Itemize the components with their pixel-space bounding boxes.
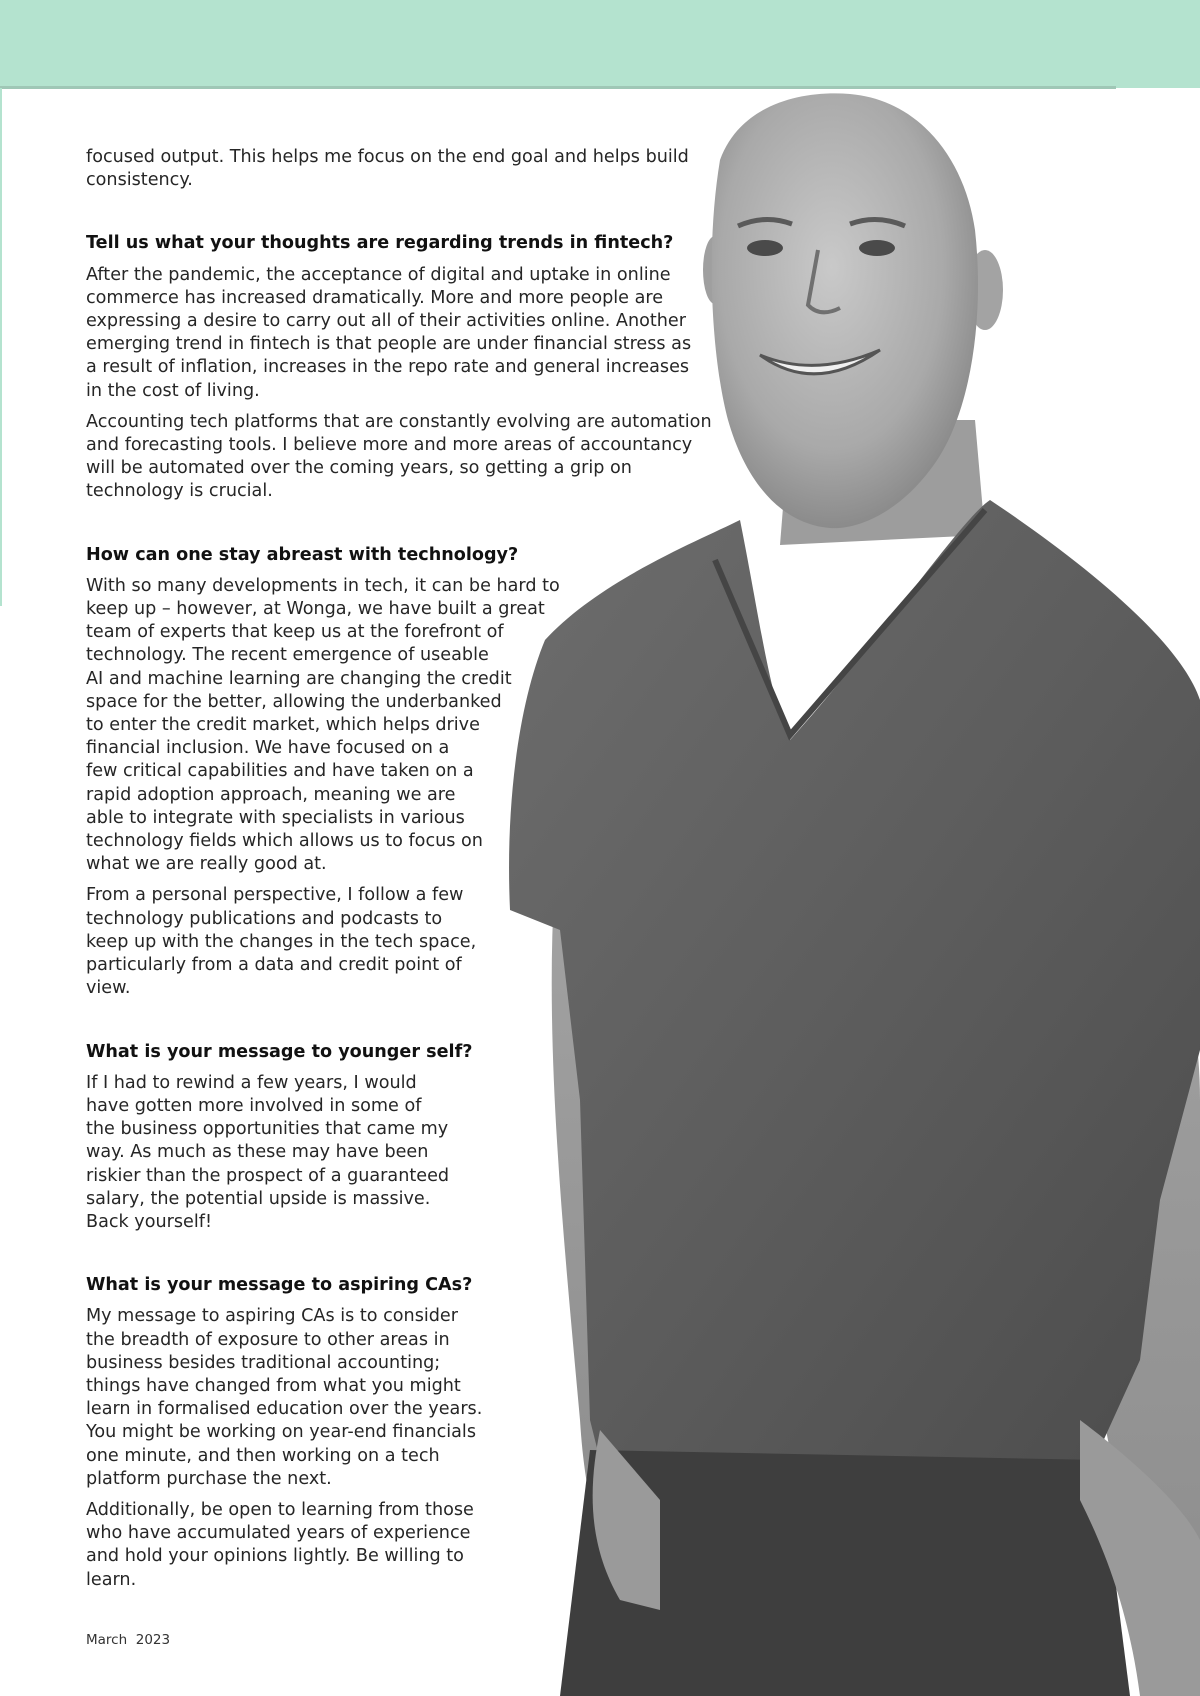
- text-line: able to integrate with specialists in various: [86, 807, 465, 828]
- text-line: focused output. This helps me focus on the end goal and helps build: [86, 147, 689, 167]
- text-line: few critical capabilities and have taken on a: [86, 761, 474, 782]
- answer-paragraph: [86, 1072, 726, 1234]
- answer-paragraph: [86, 1499, 726, 1592]
- text-line: will be automated over the coming years, so getting a grip on: [86, 458, 632, 479]
- text-line: platform purchase the next.: [86, 1468, 332, 1489]
- text-line: the business opportunities that came my: [86, 1119, 449, 1140]
- text-line: space for the better, allowing the underbanked: [86, 691, 502, 712]
- text-line: who have accumulated years of experience: [86, 1523, 471, 1544]
- text-line: keep up with the changes in the tech space,: [86, 931, 477, 952]
- text-line: view.: [86, 978, 131, 999]
- text-line: and forecasting tools. I believe more and more areas of accountancy: [86, 435, 693, 456]
- text-line: one minute, and then working on a tech: [86, 1445, 440, 1466]
- text-line: If I had to rewind a few years, I would: [86, 1072, 417, 1093]
- text-line: learn in formalised education over the years.: [86, 1399, 483, 1420]
- text-line: to enter the credit market, which helps drive: [86, 715, 480, 736]
- text-line: rapid adoption approach, meaning we are: [86, 784, 456, 805]
- text-line: With so many developments in tech, it can be hard to: [86, 575, 560, 596]
- text-line: commerce has increased dramatically. More and more people are: [86, 287, 664, 308]
- text-line: in the cost of living.: [86, 380, 260, 401]
- article-body: [86, 146, 726, 1600]
- text-line: learn.: [86, 1569, 137, 1590]
- text-line: technology publications and podcasts to: [86, 908, 443, 929]
- text-line: Accounting tech platforms that are constantly evolving are automation: [86, 411, 712, 432]
- answer-paragraph: [86, 264, 726, 403]
- text-line: particularly from a data and credit point of: [86, 955, 462, 976]
- text-line: what we are really good at.: [86, 854, 327, 875]
- text-line: Additionally, be open to learning from those: [86, 1499, 474, 1520]
- question-heading: What is your message to aspiring CAs?: [86, 1275, 473, 1296]
- text-line: expressing a desire to carry out all of their activities online. Another: [86, 311, 686, 332]
- answer-paragraph: [86, 411, 726, 504]
- text-line: the breadth of exposure to other areas in: [86, 1329, 450, 1350]
- answer-paragraph: [86, 1305, 726, 1491]
- text-line: AI and machine learning are changing the credit: [86, 668, 512, 689]
- text-line: and hold your opinions lightly. Be willing to: [86, 1546, 464, 1567]
- text-line: way. As much as these may have been: [86, 1142, 429, 1163]
- text-line: My message to aspiring CAs is to consider: [86, 1306, 458, 1327]
- footer-date: March 2023: [86, 1632, 171, 1648]
- text-line: From a personal perspective, I follow a few: [86, 885, 464, 906]
- text-line: salary, the potential upside is massive.: [86, 1188, 431, 1209]
- text-line: After the pandemic, the acceptance of digital and uptake in online: [86, 264, 671, 285]
- text-line: business besides traditional accounting;: [86, 1352, 441, 1373]
- text-line: technology fields which allows us to focus on: [86, 831, 483, 852]
- text-line: technology is crucial.: [86, 481, 273, 502]
- text-line: emerging trend in fintech is that people are under financial stress as: [86, 334, 692, 355]
- text-line: things have changed from what you might: [86, 1375, 461, 1396]
- text-line: keep up – however, at Wonga, we have built a great: [86, 599, 545, 620]
- intro-paragraph: [86, 146, 726, 192]
- answer-paragraph: [86, 575, 726, 877]
- text-line: a result of inflation, increases in the repo rate and general increases: [86, 357, 690, 378]
- text-line: Back yourself!: [86, 1211, 212, 1232]
- text-line: technology. The recent emergence of useable: [86, 645, 489, 666]
- text-line: team of experts that keep us at the forefront of: [86, 622, 504, 643]
- question-heading: How can one stay abreast with technology?: [86, 544, 519, 565]
- text-line: riskier than the prospect of a guaranteed: [86, 1165, 450, 1186]
- question-heading: What is your message to younger self?: [86, 1041, 473, 1062]
- answer-paragraph: [86, 884, 726, 1000]
- question-heading: Tell us what your thoughts are regarding trends in fintech?: [86, 233, 674, 254]
- text-line: You might be working on year-end financials: [86, 1422, 476, 1443]
- text-line: financial inclusion. We have focused on a: [86, 738, 450, 759]
- text-line: have gotten more involved in some of: [86, 1095, 422, 1116]
- text-line: consistency.: [86, 170, 193, 191]
